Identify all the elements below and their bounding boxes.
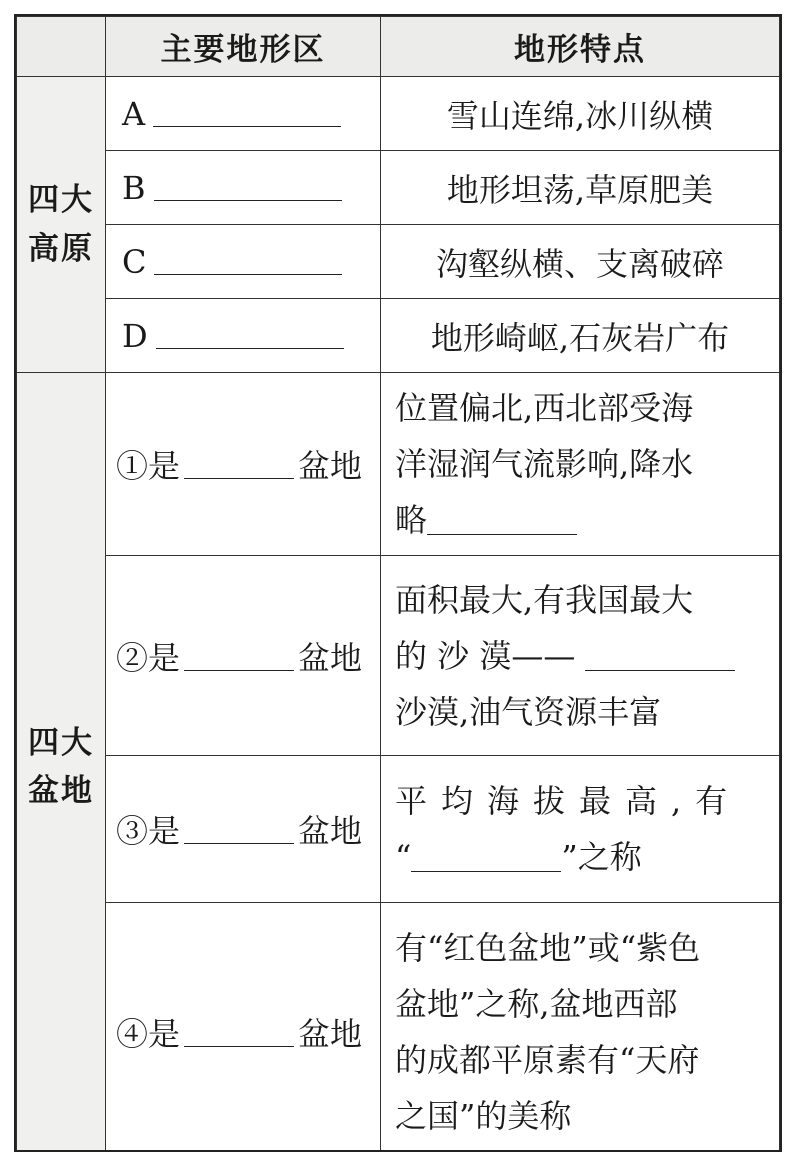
basin-row-4 [17,903,780,1153]
basin-1-feature [381,373,780,556]
plateau-row-c [17,225,780,299]
basin-3-line1: 平均海拔最高,有 [395,782,742,820]
group-basins [17,373,106,1153]
header-corner [17,17,106,77]
basin-1-num: ①是 [116,447,181,485]
basin-3-blank[interactable] [184,813,294,844]
basin-4-line3: 的成都平原素有“天府 [395,1041,700,1079]
plateau-b-feature: 地形坦荡,草原肥美 [381,151,780,225]
group-plateaus [17,77,106,373]
basin-1-line3: 略 [395,501,428,539]
header-row [17,17,780,77]
basin-1-suffix: 盆地 [298,447,363,485]
plateau-d-feature: 地形崎岖,石灰岩广布 [381,299,780,373]
basin-4-blank[interactable] [184,1016,294,1047]
plateau-b-blank[interactable] [154,170,342,201]
basin-3-line2-wrap [395,829,769,885]
landform-table [16,16,780,1152]
basin-3-num: ③是 [116,812,181,850]
group-plateaus-line2: 高原 [28,230,94,267]
basin-4-cell [106,903,381,1153]
basin-4-line2: 盆地”之称,盆地西部 [395,985,678,1023]
plateau-c-blank[interactable] [154,244,342,275]
basin-4-line1: 有“红色盆地”或“紫色 [395,929,701,967]
basin-3-cell [106,756,381,903]
basin-2-suffix: 盆地 [298,638,363,677]
basin-1-line3-wrap [395,492,769,548]
plateau-row-b [17,151,780,225]
plateau-a-feature: 雪山连绵,冰川纵横 [381,77,780,151]
basin-1-line2: 洋湿润气流影响,降水 [395,445,694,483]
basin-2-cell [106,556,381,756]
group-basins-line1: 四大 [28,724,94,761]
basin-2-line1: 面积最大,有我国最大 [395,580,694,619]
basin-1-cell [106,373,381,556]
plateau-a-blank[interactable] [153,96,341,127]
plateau-row-a [17,77,780,151]
plateau-a-cell [106,77,381,151]
basin-4-num: ④是 [116,1015,181,1053]
plateau-row-d [17,299,780,373]
basin-row-3 [17,756,780,903]
basin-2-blank[interactable] [184,640,294,671]
basin-2-num: ②是 [116,638,181,677]
basin-2-line2: 的 沙 漠—— [395,636,576,675]
basin-2-line3: 沙漠,油气资源丰富 [395,692,662,731]
landform-table-sheet [14,14,782,1152]
basin-row-2 [17,556,780,756]
group-plateaus-line1: 四大 [28,182,94,219]
header-feature: 地形特点 [381,17,780,77]
basin-4-suffix: 盆地 [298,1015,363,1053]
basin-3-feature-blank[interactable] [411,841,561,872]
plateau-b-cell [106,151,381,225]
plateau-a-letter: A [122,94,146,133]
plateau-d-cell [106,299,381,373]
basin-1-blank[interactable] [184,448,294,479]
basin-3-feature [381,756,780,903]
plateau-c-cell [106,225,381,299]
basin-4-line4: 之国”的美称 [395,1097,572,1135]
header-region: 主要地形区 [106,17,381,77]
basin-3-suffix: 盆地 [298,812,363,850]
plateau-d-letter: D [122,316,148,355]
group-basins-line2: 盆地 [28,773,94,809]
basin-1-feature-blank[interactable] [427,504,577,535]
basin-2-line2-wrap [395,628,769,684]
basin-2-feature-blank[interactable] [585,640,735,671]
basin-3-line2-open: “ [395,838,412,876]
basin-row-1 [17,373,780,556]
plateau-b-letter: B [122,168,146,207]
plateau-c-feature: 沟壑纵横、支离破碎 [381,225,780,299]
plateau-c-letter: C [122,242,147,281]
plateau-d-blank[interactable] [156,318,344,349]
basin-2-feature [381,556,780,756]
basin-4-feature [381,903,780,1153]
basin-1-line1: 位置偏北,西北部受海 [395,389,694,427]
basin-3-line2-close: ”之称 [561,838,642,876]
